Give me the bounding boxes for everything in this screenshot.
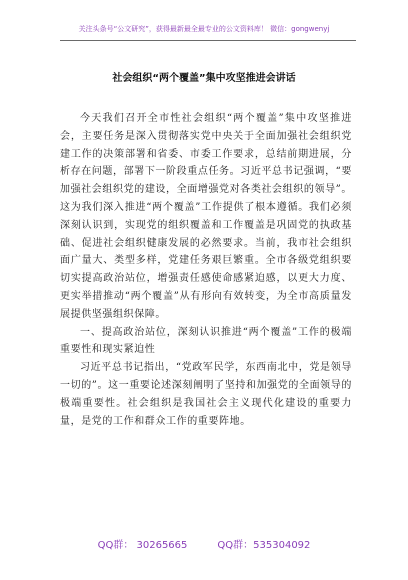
document-title: 社会组织“两个覆盖”集中攻坚推进会讲话 xyxy=(112,73,296,84)
footer-qq-group-1: QQ群： 30265665 xyxy=(97,540,188,551)
header-notice: 关注头条号“公文研究”，获得最新最全最专业的公文资料库！ 微信：gongwenyj xyxy=(78,25,330,33)
footer-contact xyxy=(0,539,408,553)
body-paragraph-section-1: 习近平总书记指出，“党政军民学，东西南北中，党是领导一切的”。这一重要论述深刻阐明了坚持和加强党的全面领导的极端重要性。社会组织是我国社会主义现代化建设的重要力量，是党的工作和群众工作的重要阵地。 xyxy=(60,362,352,427)
document-body xyxy=(60,110,352,430)
footer-qq-group-2: QQ群：535304092 xyxy=(217,540,311,551)
header-divider xyxy=(60,40,356,41)
section-heading-1: 一、提高政治站位，深刻认识推进“两个覆盖”工作的极端重要性和现实紧迫性 xyxy=(60,326,352,356)
body-paragraph-intro: 今天我们召开全市性社会组织“两个覆盖”集中攻坚推进会，主要任务是深入贯彻落实党中央关于全面加强社会组织党建工作的决策部署和省委、市委工作要求，总结前期进展，分析存在问题，部署下一阶段重点任务。习近平总书记强调，“要加强社会组织党的建设，全面增强党对各类社会组织的领导”。这为我们深入推进“两个覆盖”工作提供了根本遵循。我们必须深刻认识到，实现党的组织覆盖和工作覆盖是巩固党的执政基础、促进社会组织健康发展的必然要求。当前，我市社会组织面广量大、类型多样，党建任务艰巨繁重。全市各级党组织要切实提高政治站位，增强责任感使命感紧迫感，以更大力度、更实举措推动“两个覆盖”从有形向有效转变，为全市高质量发展提供坚强组织保障。 xyxy=(60,113,352,320)
